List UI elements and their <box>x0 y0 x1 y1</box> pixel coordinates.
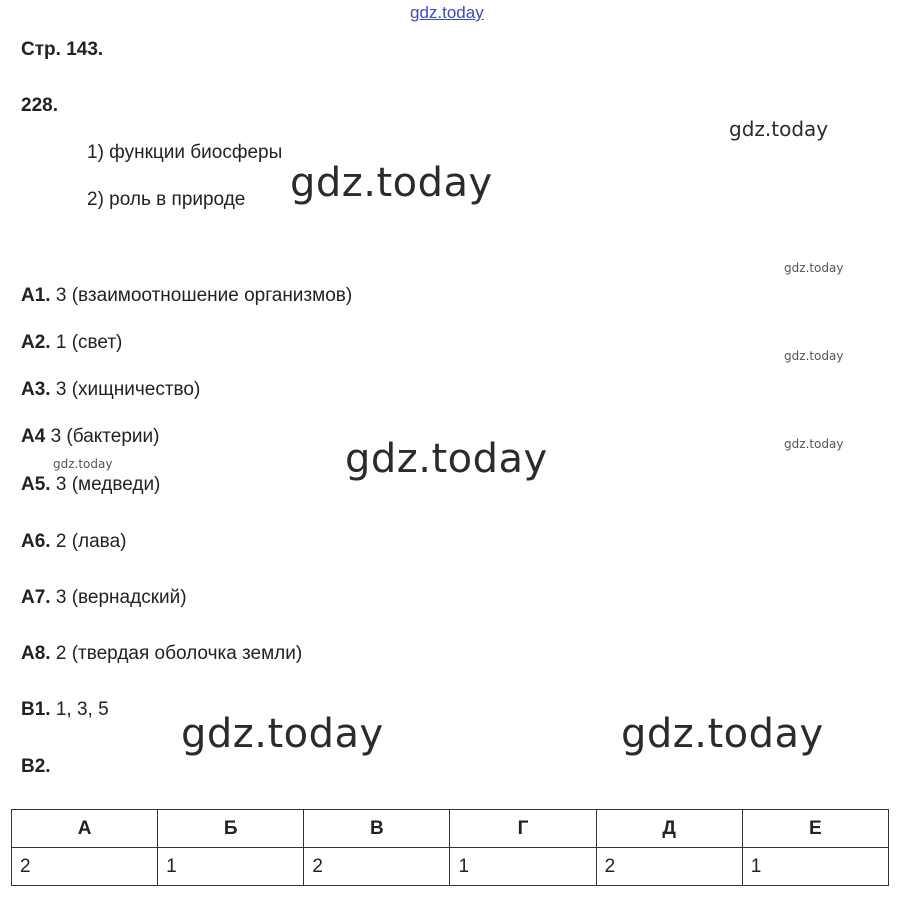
answer-value: 3 (хищничество) <box>55 379 201 400</box>
table-header-cell: А <box>12 810 158 848</box>
answer-label: А7. <box>21 587 51 608</box>
answer-a4 <box>21 426 159 448</box>
table-cell: 1 <box>158 848 304 886</box>
table-cell: 2 <box>12 848 158 886</box>
answer-a2 <box>21 332 122 354</box>
table-cell: 2 <box>596 848 742 886</box>
watermark-small-left: gdz.today <box>53 457 113 471</box>
task-item-2: 2) роль в природе <box>87 189 246 210</box>
answer-value: 1 (свет) <box>55 332 123 353</box>
answer-label: А1. <box>21 285 51 306</box>
answer-b2-label: В2. <box>21 756 51 777</box>
answer-a7 <box>21 587 187 609</box>
table-header-row <box>12 810 889 848</box>
answer-b1 <box>21 699 109 721</box>
watermark-small-3: gdz.today <box>784 437 844 451</box>
table-header-cell: Д <box>596 810 742 848</box>
answer-value: 3 (взаимоотношение организмов) <box>55 285 353 306</box>
watermark-small-2: gdz.today <box>784 349 844 363</box>
watermark-large-1: gdz.today <box>290 160 493 206</box>
answer-value: 3 (вернадский) <box>55 587 187 608</box>
answer-value: 3 (бактерии) <box>50 426 160 447</box>
answer-a8 <box>21 643 302 665</box>
watermark-large-4: gdz.today <box>621 711 824 757</box>
watermark-top-right: gdz.today <box>729 117 829 141</box>
table-cell: 1 <box>450 848 596 886</box>
answer-a6 <box>21 531 126 553</box>
watermark-large-2: gdz.today <box>345 436 548 482</box>
page-header: Стр. 143. <box>21 39 104 60</box>
answer-label: А8. <box>21 643 51 664</box>
answer-a5 <box>21 474 160 496</box>
table-header-cell: Е <box>742 810 888 848</box>
answer-value: 2 (твердая оболочка земли) <box>55 643 303 664</box>
task-number: 228. <box>21 95 58 116</box>
answer-label: А4 <box>21 426 46 447</box>
watermark-top-link[interactable]: gdz.today <box>410 3 484 22</box>
answer-a3 <box>21 379 200 401</box>
answer-value: 1, 3, 5 <box>55 699 109 720</box>
table-cell: 2 <box>304 848 450 886</box>
answer-value: 3 (медведи) <box>55 474 161 495</box>
answer-label: В1. <box>21 699 51 720</box>
answer-value: 2 (лава) <box>55 531 127 552</box>
table-row <box>12 848 889 886</box>
answer-label: А6. <box>21 531 51 552</box>
b2-answer-table <box>11 809 889 886</box>
answer-label: А2. <box>21 332 51 353</box>
answer-label: А3. <box>21 379 51 400</box>
table-cell: 1 <box>742 848 888 886</box>
task-item-1: 1) функции биосферы <box>87 142 283 163</box>
watermark-small-1: gdz.today <box>784 261 844 275</box>
table-header-cell: В <box>304 810 450 848</box>
watermark-large-3: gdz.today <box>181 711 384 757</box>
table-header-cell: Б <box>158 810 304 848</box>
table-header-cell: Г <box>450 810 596 848</box>
answer-label: А5. <box>21 474 51 495</box>
answer-a1 <box>21 285 352 307</box>
